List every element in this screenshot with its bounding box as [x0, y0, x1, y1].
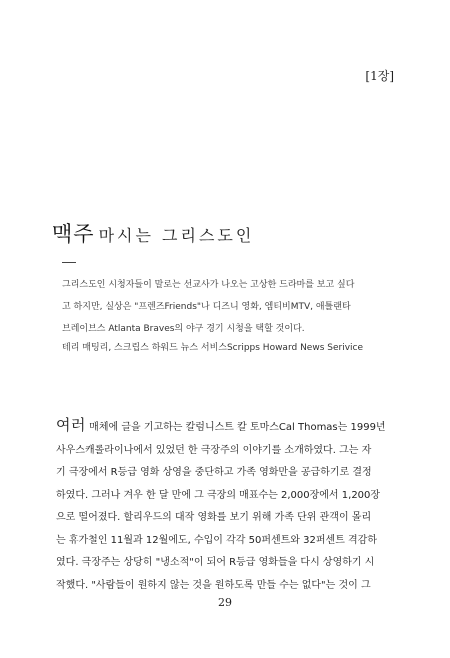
epigraph-rule [62, 262, 76, 263]
chapter-title-rest: 마시는 그리스도인 [98, 226, 255, 245]
body-line: 작했다. "사람들이 원하지 않는 것을 원하도록 만들 수는 없다"는 것이 그 [56, 579, 371, 591]
body-line: 기 극장에서 R등급 영화 상영을 중단하고 가족 영화만을 공급하기로 결정 [56, 467, 372, 478]
body-line: 는 휴가철인 11월과 12월에도, 수입이 각각 50퍼센트와 32퍼센트 격감하 [56, 534, 378, 546]
epigraph-line: 브레이브스 Atlanta Braves의 야구 경기 시청을 택할 것이다. [62, 324, 305, 334]
body-line: 였다. 극장주는 상당히 "냉소적"이 되어 R등급 영화들을 다시 상영하기 시 [56, 557, 375, 568]
epigraph-line: 그리스도인 시청자들이 말로는 선교사가 나오는 고상한 드라마를 보고 싶다 [62, 280, 355, 290]
body-line: 사우스캐롤라이나에서 있었던 한 극장주의 이야기를 소개하였다. 그는 자 [56, 444, 372, 456]
epigraph [62, 274, 392, 340]
page-number: 29 [218, 596, 232, 609]
body-line: 하였다. 그러나 겨우 한 달 만에 그 극장의 매표수는 2,000장에서 1,200장 [56, 489, 381, 501]
body-paragraph [56, 414, 401, 597]
body-lead-word: 여러 [56, 416, 86, 434]
epigraph-line: 고 하지만, 실상은 "프렌즈Friends"나 디즈니 영화, 엠티비MTV, 애틀랜타 [62, 302, 351, 312]
body-line: 으로 떨어졌다. 할리우드의 대작 영화를 보기 위해 가족 단위 관객이 몰리 [56, 512, 372, 523]
body-first-line-rest: 매체에 글을 기고하는 칼럼니스트 칼 토마스Cal Thomas는 1999년 [85, 422, 386, 433]
body-line-first [56, 414, 401, 440]
chapter-title [52, 218, 254, 248]
chapter-title-lead: 맥주 [52, 222, 95, 246]
epigraph-source: 테리 매팅리, 스크립스 하워드 뉴스 서비스Scripps Howard News Serivice [62, 343, 364, 353]
chapter-label: [1장] [365, 69, 394, 83]
